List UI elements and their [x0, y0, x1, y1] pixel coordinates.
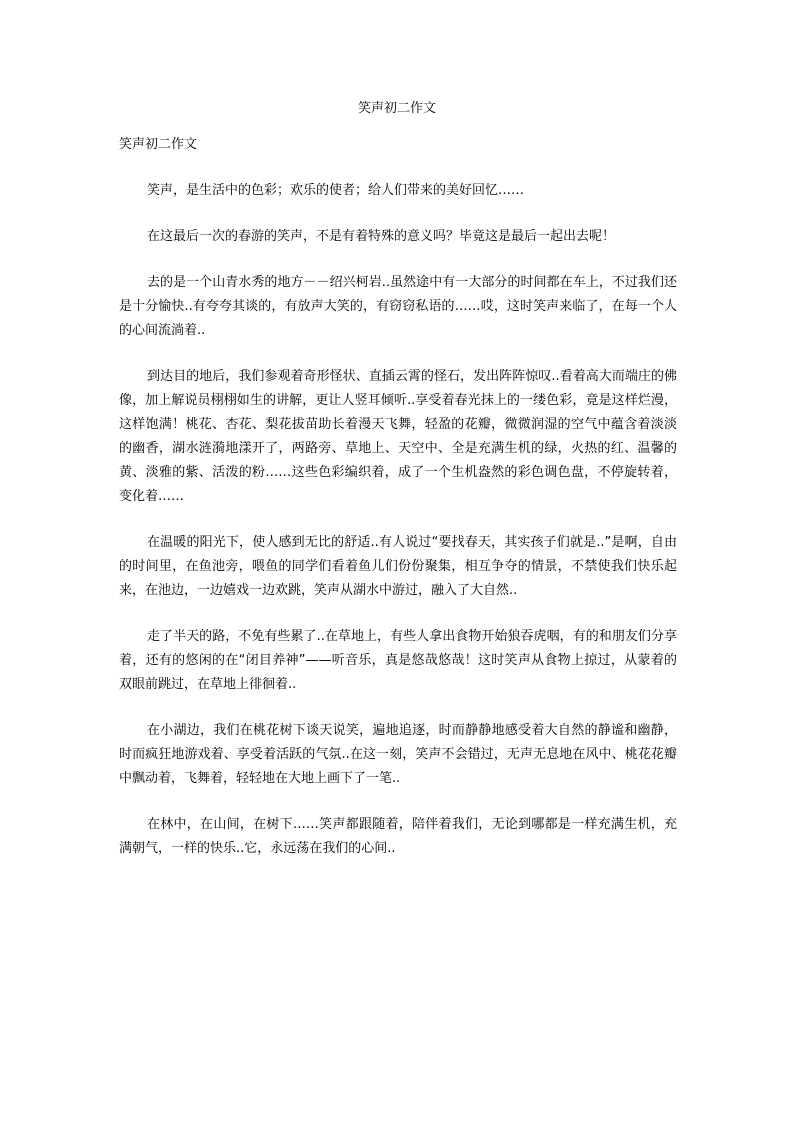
paragraph-5: 在温暖的阳光下，使人感到无比的舒适..有人说过“要找春天，其实孩子们就是..”是啊，自由的时间里，在鱼池旁，喂鱼的同学们看着鱼儿们份份聚集，相互争夺的情景，不禁使我们快乐起来，在池边，一边嬉戏一边欢跳，笑声从湖水中游过，融入了大自然.. [119, 535, 677, 598]
paragraph-6: 走了半天的路，不免有些累了..在草地上，有些人拿出食物开始狼吞虎咽，有的和朋友们分享着，还有的悠闲的在“闭目养神”——听音乐，真是悠哉悠哉！这时笑声从食物上掠过，从蒙着的双眼前跳过，在草地上徘徊着.. [119, 629, 677, 692]
document-title: 笑声初二作文 [357, 101, 436, 116]
paragraph-2: 在这最后一次的春游的笑声，不是有着特殊的意义吗？毕竟这是最后一起出去呢！ [147, 229, 616, 244]
paragraph-3: 去的是一个山青水秀的地方－－绍兴柯岩..虽然途中有一大部分的时间都在车上，不过我们还是十分愉快..有夸夸其谈的，有放声大笑的，有窃窃私语的……哎，这时笑声来临了，在每一个人的心间流淌着.. [119, 275, 677, 338]
document-body [119, 179, 677, 883]
document-subtitle: 笑声初二作文 [119, 137, 198, 152]
paragraph-8: 在林中，在山间，在树下……笑声都跟随着，陪伴着我们，无论到哪都是一样充满生机，充满朝气，一样的快乐..它，永远荡在我们的心间.. [119, 817, 677, 856]
paragraph-1: 笑声，是生活中的色彩；欢乐的使者；给人们带来的美好回忆…… [147, 183, 525, 198]
paragraph-7: 在小湖边，我们在桃花树下谈天说笑，遍地追逐，时而静静地感受着大自然的静谧和幽静，时而疯狂地游戏着、享受着活跃的气氛..在这一刻，笑声不会错过，无声无息地在风中、桃花花瓣中飘动着，飞舞着，轻轻地在大地上画下了一笔.. [119, 723, 677, 786]
paragraph-4: 到达目的地后，我们参观着奇形怪状、直插云霄的怪石，发出阵阵惊叹..看着高大而端庄的佛像，加上解说员栩栩如生的讲解，更让人竖耳倾听..享受着春光抹上的一缕色彩，竟是这样烂漫，这样饱满！桃花、杏花、梨花拔苗助长着漫天飞舞，轻盈的花瓣，微微润湿的空气中蕴含着淡淡的幽香，湖水涟漪地漾开了，两路旁、草地上、天空中、全是充满生机的绿，火热的红、温馨的黄、淡雅的紫、活泼的粉……这些色彩编织着，成了一个生机盎然的彩色调色盘，不停旋转着，变化着…… [119, 369, 677, 504]
